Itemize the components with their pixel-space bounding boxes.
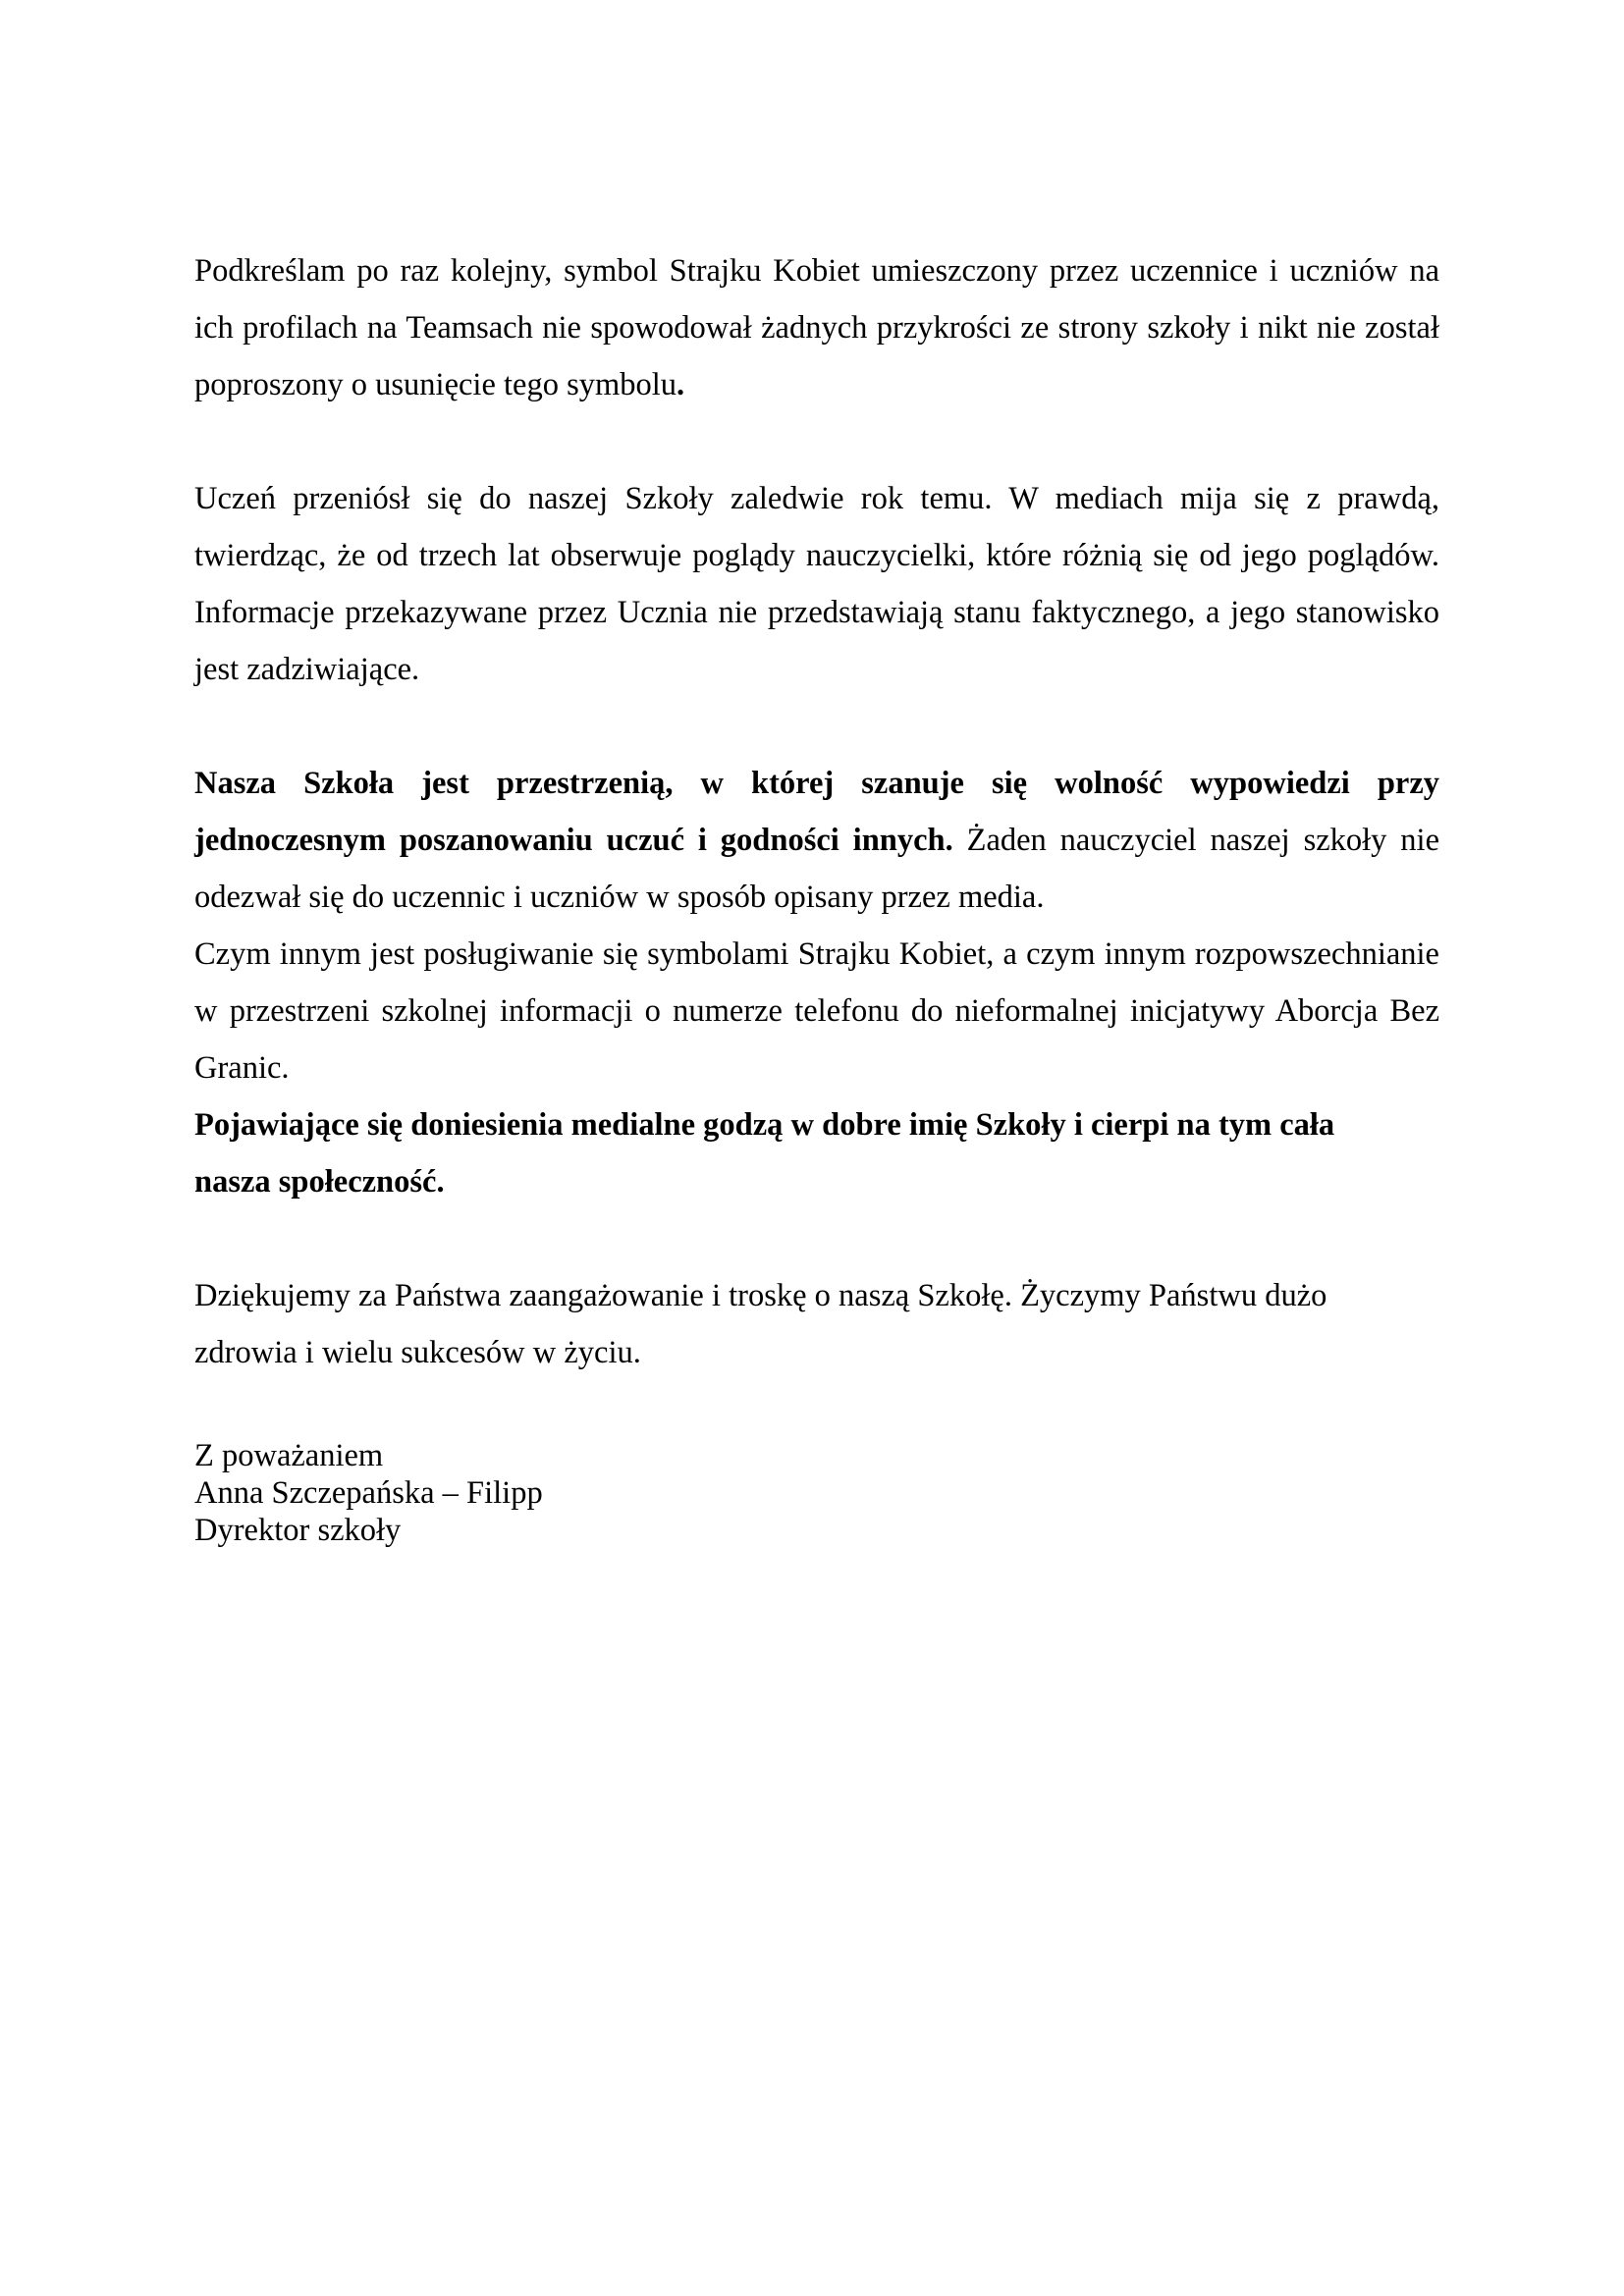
paragraph-1-text: Podkreślam po raz kolejny, symbol Strajku Kobiet umieszczony przez uczennice i uczniów na ich profilach na Teamsach nie spowodował żadnych przykrości ze strony szkoły i nikt nie został poproszony o usunięcie tego symbolu [194,253,1439,402]
paragraph-thanks [194,1267,1382,1381]
paragraph-2-text: Uczeń przeniósł się do naszej Szkoły zaledwie rok temu. W mediach mija się z prawdą, twierdząc, że od trzech lat obserwuje poglądy nauczycielki, które różnią się od jego poglądów. Informacje przekazywane przez Ucznia nie przedstawiają stanu faktycznego, a jego stanowisko jest zadziwiające. [194,481,1439,687]
letter-page [194,242,1439,1549]
signature-gap [194,1381,1439,1437]
paragraph-4-text: Czym innym jest posługiwanie się symbolami Strajku Kobiet, a czym innym rozpowszechnianie w przestrzeni szkolnej informacji o numerze telefonu do nieformalnej inicjatywy Aborcja Bez Granic. [194,936,1439,1086]
paragraph-media-reports [194,1096,1382,1210]
signature-block [194,1437,1439,1549]
paragraph-3-bold: Nasza Szkoła jest przestrzenią, w której szanuje się wolność wypowiedzi przy jednoczesnym poszanowaniu uczuć i godności innych. [194,766,1439,858]
signature-role: Dyrektor szkoły [194,1513,402,1548]
paragraph-freedom-of-speech [194,755,1439,926]
paragraph-teams-symbol [194,242,1439,413]
paragraph-gap [194,413,1439,470]
paragraph-5-bold: Pojawiające się doniesienia medialne godzą w dobre imię Szkoły i cierpi na tym cała nasza społeczność. [194,1107,1335,1200]
paragraph-symbols-vs-information [194,926,1439,1096]
signature-name: Anna Szczepańska – Filipp [194,1475,543,1511]
paragraph-student-transfer [194,470,1439,698]
signature-closing: Z poważaniem [194,1438,384,1473]
paragraph-6-text: Dziękujemy za Państwa zaangażowanie i troskę o naszą Szkołę. Życzymy Państwu dużo zdrowia i wielu sukcesów w życiu. [194,1278,1327,1370]
paragraph-3-text: Żaden nauczyciel naszej szkoły nie odezwał się do uczennic i uczniów w sposób opisany przez media. [194,823,1439,915]
paragraph-gap [194,1210,1439,1267]
paragraph-gap [194,698,1439,755]
paragraph-1-period: . [677,367,685,402]
